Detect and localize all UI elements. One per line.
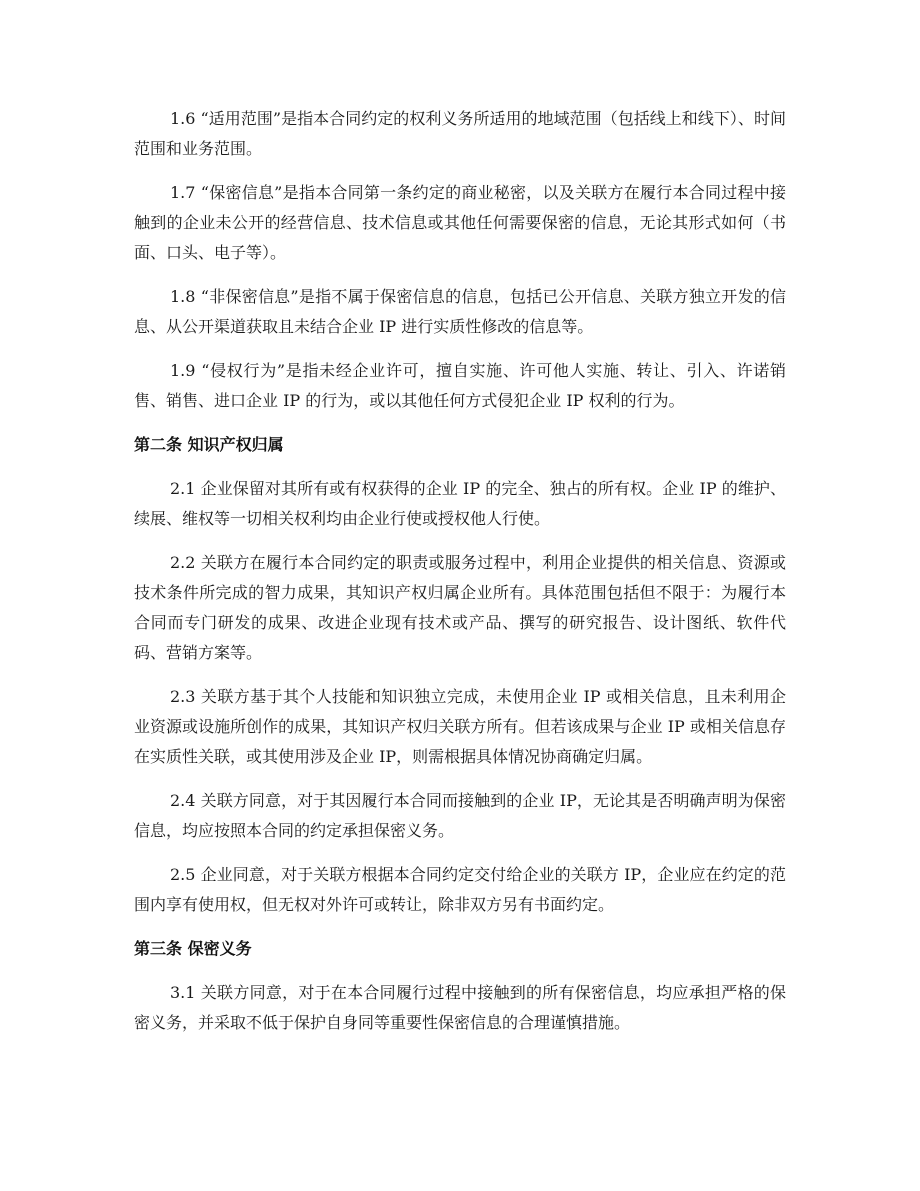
clause-2-3: 2.3 关联方基于其个人技能和知识独立完成，未使用企业 IP 或相关信息，且未利用企业资源或设施所创作的成果，其知识产权归关联方所有。但若该成果与企业 IP 或相关信息存在实质性关联，或其使用涉及企业 IP，则需根据具体情况协商确定归属。 bbox=[134, 687, 786, 766]
section-heading-2: 第二条 知识产权归属 bbox=[134, 435, 284, 454]
clause-1-6: 1.6 “适用范围”是指本合同约定的权利义务所适用的地域范围（包括线上和线下）、时间范围和业务范围。 bbox=[134, 109, 786, 158]
clause-2-4: 2.4 关联方同意，对于其因履行本合同而接触到的企业 IP，无论其是否明确声明为保密信息，均应按照本合同的约定承担保密义务。 bbox=[134, 791, 786, 840]
clause-3-1: 3.1 关联方同意，对于在本合同履行过程中接触到的所有保密信息，均应承担严格的保密义务，并采取不低于保护自身同等重要性保密信息的合理谨慎措施。 bbox=[134, 983, 786, 1032]
clause-1-9: 1.9 “侵权行为”是指未经企业许可，擅自实施、许可他人实施、转让、引入、许诺销售、销售、进口企业 IP 的行为，或以其他任何方式侵犯企业 IP 权利的行为。 bbox=[134, 361, 786, 410]
clause-2-1: 2.1 企业保留对其所有或有权获得的企业 IP 的完全、独占的所有权。企业 IP 的维护、续展、维权等一切相关权利均由企业行使或授权他人行使。 bbox=[134, 479, 786, 528]
clause-2-5: 2.5 企业同意，对于关联方根据本合同约定交付给企业的关联方 IP，企业应在约定的范围内享有使用权，但无权对外许可或转让，除非双方另有书面约定。 bbox=[134, 865, 786, 914]
clause-1-7: 1.7 “保密信息”是指本合同第一条约定的商业秘密，以及关联方在履行本合同过程中接触到的企业未公开的经营信息、技术信息或其他任何需要保密的信息，无论其形式如何（书面、口头、电子等）。 bbox=[134, 183, 786, 262]
section-heading-3: 第三条 保密义务 bbox=[134, 939, 252, 958]
clause-2-2: 2.2 关联方在履行本合同约定的职责或服务过程中，利用企业提供的相关信息、资源或技术条件所完成的智力成果，其知识产权归属企业所有。具体范围包括但不限于：为履行本合同而专门研发的成果、改进企业现有技术或产品、撰写的研究报告、设计图纸、软件代码、营销方案等。 bbox=[134, 553, 786, 662]
clause-1-8: 1.8 “非保密信息”是指不属于保密信息的信息，包括已公开信息、关联方独立开发的信息、从公开渠道获取且未结合企业 IP 进行实质性修改的信息等。 bbox=[134, 287, 786, 336]
document-body bbox=[134, 104, 786, 1052]
